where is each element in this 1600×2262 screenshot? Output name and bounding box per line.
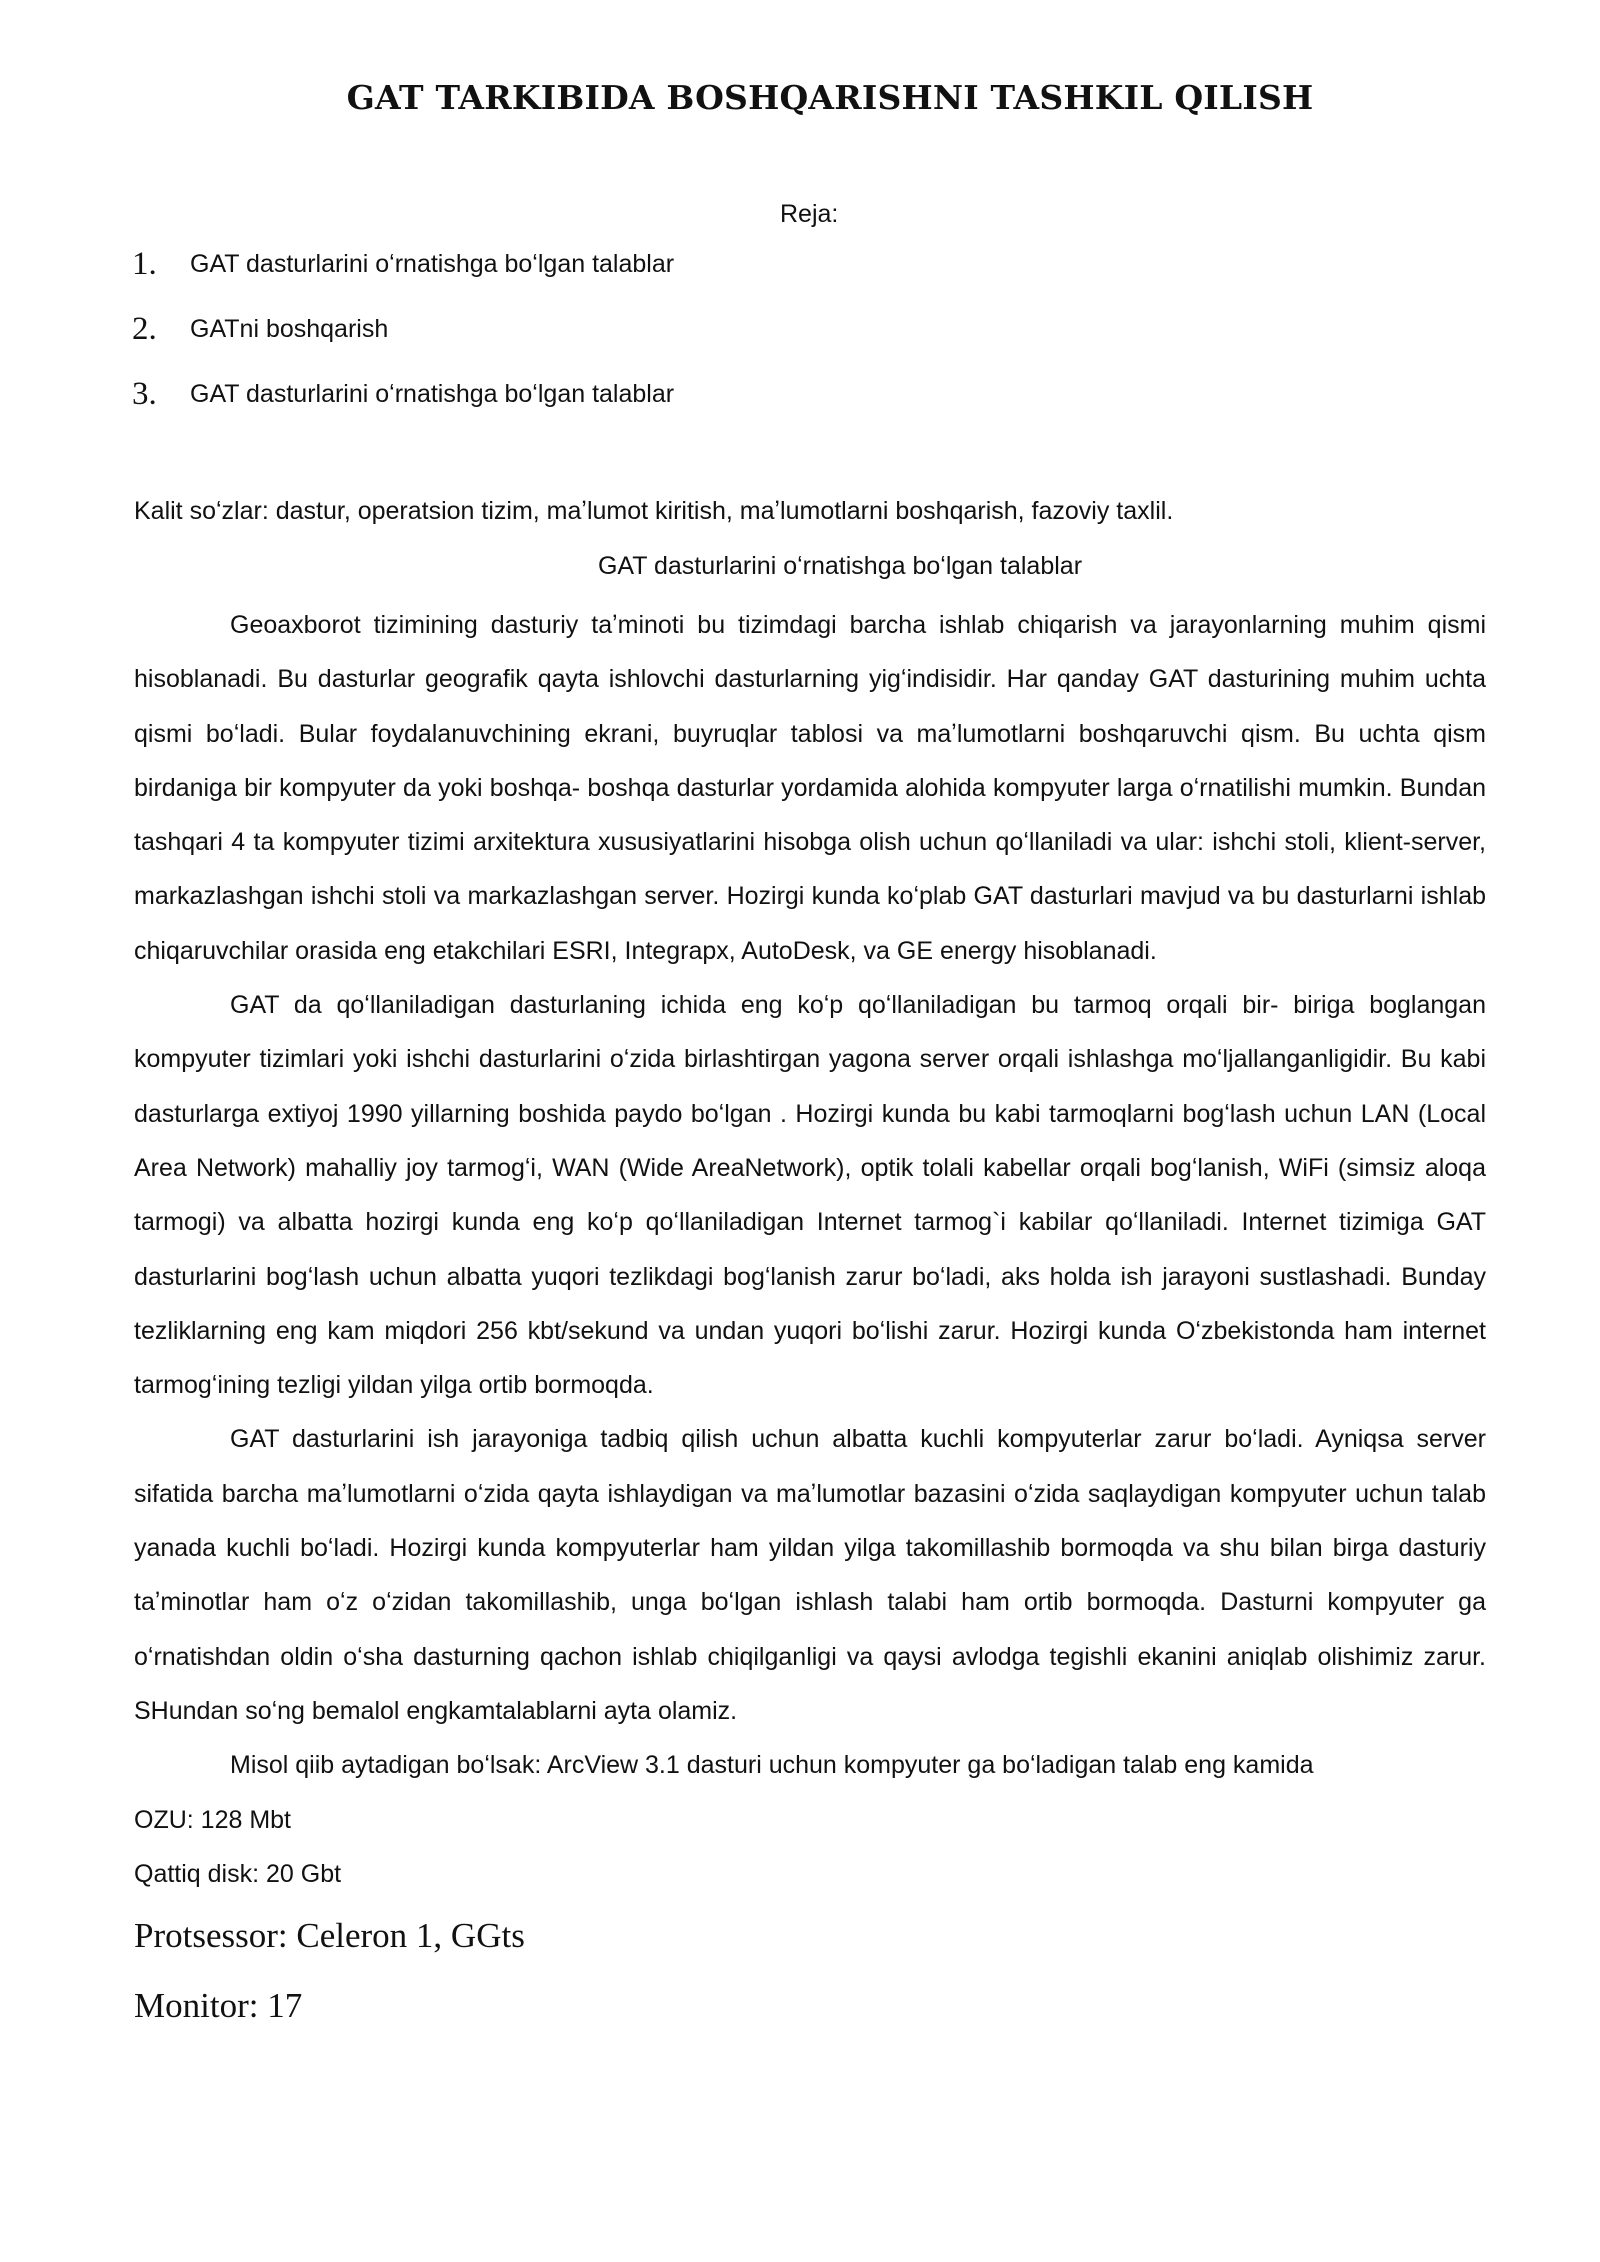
plan-item	[132, 232, 674, 297]
spec-monitor: Monitor: 17	[134, 1986, 303, 2026]
paragraph: Misol qiib aytadigan boʻlsak: ArcView 3.1 dasturi uchun kompyuter ga boʻladigan talab eng kamida	[230, 1751, 1314, 1780]
plan-item	[132, 297, 674, 362]
paragraph: GAT da qoʻllaniladigan dasturlaning ichida eng koʻp qoʻllaniladigan bu tarmoq orqali bir- biriga boglangan kompyuter tizimlari yoki ishchi dasturlarini oʻzida birlashtirgan yagona server orqali ishlashga moʻljallanganligidir. Bu kabi dasturlarga extiyoj 1990 yillarning boshida paydo boʻlgan . Hozirgi kunda bu kabi tarmoqlarni bogʻlash uchun LAN (Local Area Network) mahalliy joy tarmogʻi, WAN (Wide AreaNetwork), optik tolali kabellar orqali bogʻlanish, WiFi (simsiz aloqa tarmogi) va albatta hozirgi kunda eng koʻp qoʻllaniladigan Internet tarmog`i kabilar qoʻllaniladi. Internet tizimiga GAT dasturlarini bogʻlash uchun albatta yuqori tezlikdagi bogʻlanish zarur boʻladi, aks holda ish jarayoni sustlashadi. Bunday tezliklarning eng kam miqdori 256 kbt/sekund va undan yuqori boʻlishi zarur. Hozirgi kunda Oʻzbekistonda ham internet tarmogʻining tezligi yildan yilga ortib bormoqda.	[134, 991, 1486, 1400]
plan-item-number: 1.	[132, 246, 157, 282]
plan-item-text: GATni boshqarish	[190, 315, 389, 343]
plan-item-text: GAT dasturlarini oʻrnatishga boʻlgan talablar	[190, 250, 675, 278]
keywords-line: Kalit soʻzlar: dastur, operatsion tizim, maʼlumot kiritish, maʼlumotlarni boshqarish, fazoviy taxlil.	[134, 497, 1174, 525]
spec-cpu: Protsessor: Celeron 1, GGts	[134, 1916, 525, 1956]
paragraph: Geoaxborot tizimining dasturiy taʼminoti bu tizimdagi barcha ishlab chiqarish va jarayonlarning muhim qismi hisoblanadi. Bu dasturlar geografik qayta ishlovchi dasturlarning yigʻindisidir. Har qanday GAT dasturining muhim uchta qismi boʻladi. Bular foydalanuvchining ekrani, buyruqlar tablosi va maʼlumotlarni boshqaruvchi qism. Bu uchta qism birdaniga bir kompyuter da yoki boshqa- boshqa dasturlar yordamida alohida kompyuter larga oʻrnatilishi mumkin. Bundan tashqari 4 ta kompyuter tizimi arxitektura xususiyatlarini hisobga olish uchun qoʻllaniladi va ular: ishchi stoli, klient-server, markazlashgan ishchi stoli va markazlashgan server. Hozirgi kunda koʻplab GAT dasturlari mavjud va bu dasturlarni ishlab chiqaruvchilar orasida eng etakchilari ESRI, Integrapx, AutoDesk, va GE energy hisoblanadi.	[134, 611, 1486, 965]
spec-disk: Qattiq disk: 20 Gbt	[134, 1859, 342, 1888]
plan-heading: Reja:	[780, 200, 839, 228]
document-title: GAT TARKIBIDA BOSHQARISHNI TASHKIL QILISH	[346, 78, 1314, 117]
paragraph: GAT dasturlarini ish jarayoniga tadbiq qilish uchun albatta kuchli kompyuterlar zarur boʻladi. Ayniqsa server sifatida barcha maʼlumotlarni oʻzida qayta ishlaydigan va maʼlumotlar bazasini oʻzida saqlaydigan kompyuter uchun talab yanada kuchli boʻladi. Hozirgi kunda kompyuterlar ham yildan yilga takomillashib bormoqda va shu bilan birga dasturiy taʼminotlar ham oʻz oʻzidan takomillashib, unga boʻlgan ishlash talabi ham ortib bormoqda. Dasturni kompyuter ga oʻrnatishdan oldin oʻsha dasturning qachon ishlab chiqilganligi va qaysi avlodga tegishli ekanini aniqlab olishimiz zarur. SHundan soʻng bemalol engkamtalablarni ayta olamiz.	[134, 1425, 1486, 1725]
plan-list	[132, 232, 674, 427]
plan-item-text: GAT dasturlarini oʻrnatishga boʻlgan talablar	[190, 380, 675, 408]
plan-item-number: 2.	[132, 311, 157, 347]
spec-ozu: OZU: 128 Mbt	[134, 1805, 291, 1834]
plan-item-number: 3.	[132, 376, 157, 412]
plan-item	[132, 362, 674, 427]
body-text	[134, 598, 1486, 2041]
section-title: GAT dasturlarini oʻrnatishga boʻlgan talablar	[597, 552, 1083, 580]
